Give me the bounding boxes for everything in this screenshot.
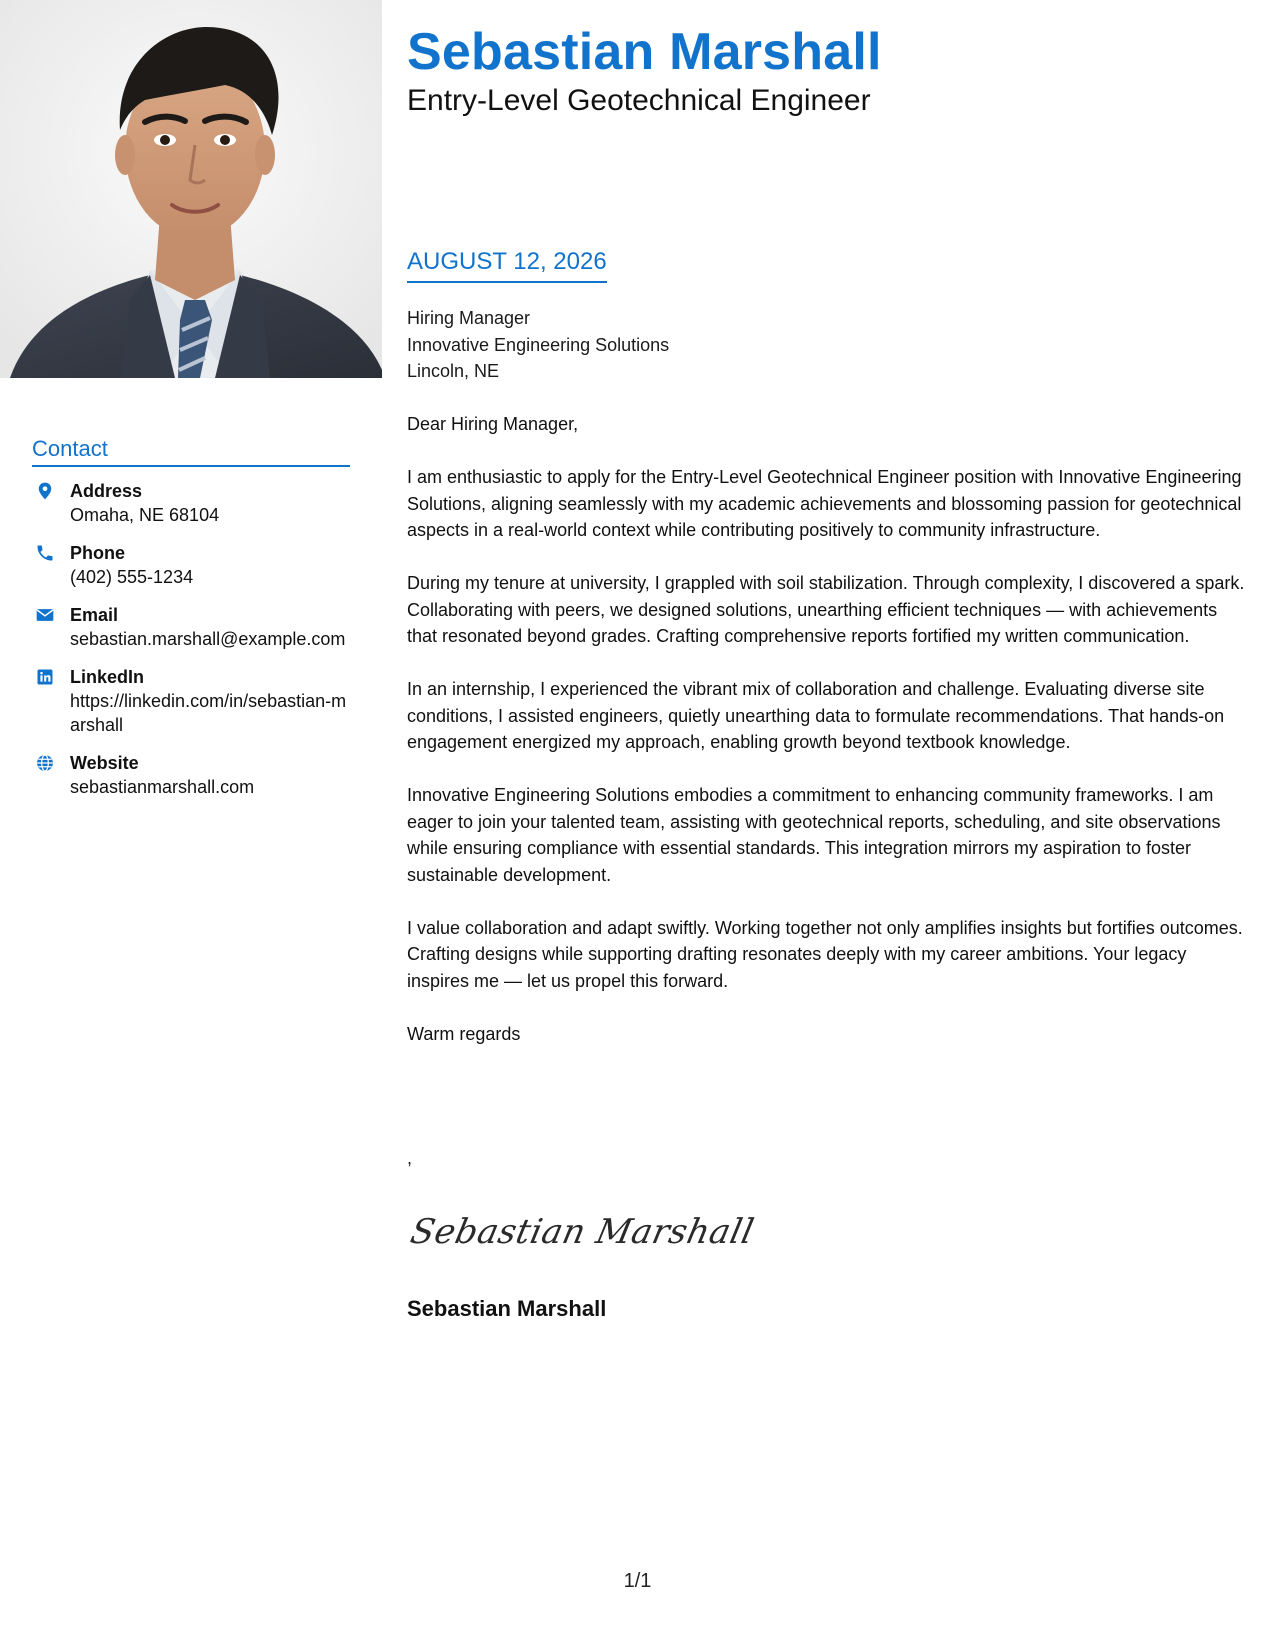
contact-heading: Contact [32, 436, 350, 467]
contact-section [32, 436, 350, 813]
signature-text: Sebastian Marshall [407, 1212, 758, 1252]
contact-value: Omaha, NE 68104 [70, 505, 220, 525]
portrait-illustration [0, 0, 382, 378]
linkedin-icon [35, 667, 55, 687]
body-paragraph: I value collaboration and adapt swiftly. Working together not only amplifies insights but fortifies outcomes. Crafting designs while supporting drafting resonates deeply with my career ambitions. Your legacy inspires me — let us propel this forward. [407, 917, 1243, 991]
recipient-line: Lincoln, NE [407, 361, 500, 381]
contact-phone [32, 541, 350, 589]
salutation: Dear Hiring Manager, [407, 414, 579, 434]
phone-icon [35, 543, 55, 563]
closing-comma: , [407, 1148, 413, 1168]
contact-label: Address [70, 481, 143, 501]
letter-date-wrapper [407, 248, 607, 283]
letter-date: AUGUST 12, 2026 [407, 248, 607, 283]
recipient-line: Innovative Engineering Solutions [407, 334, 670, 355]
map-pin-icon [35, 481, 55, 501]
contact-linkedin [32, 665, 350, 737]
contact-website [32, 751, 350, 799]
page-number: 1/1 [623, 1570, 652, 1592]
letter-body [407, 411, 1247, 1047]
body-paragraph: During my tenure at university, I grappled with soil stabilization. Through complexity, I discovered a spark. Collaborating with peers, we designed solutions, unearthing efficient techniques — with achievements that resonated beyond grades. Crafting comprehensive reports fortified my written communication. [407, 573, 1245, 646]
closing: Warm regards [407, 1023, 521, 1044]
signed-name: Sebastian Marshall [407, 1296, 607, 1321]
contact-value[interactable]: sebastian.marshall@example.com [70, 629, 346, 649]
recipient-line: Hiring Manager [407, 308, 531, 328]
recipient-block [407, 305, 669, 385]
contact-address [32, 479, 350, 527]
contact-label: Website [70, 753, 139, 773]
contact-value[interactable]: sebastianmarshall.com [70, 777, 255, 797]
profile-photo [0, 0, 382, 378]
contact-value[interactable]: https://linkedin.com/in/sebastian-marshall [70, 691, 347, 735]
signature-image [407, 1212, 758, 1264]
globe-icon [35, 753, 55, 773]
contact-label: Email [70, 605, 119, 625]
applicant-name: Sebastian Marshall [407, 23, 882, 81]
body-paragraph: I am enthusiastic to apply for the Entry-Level Geotechnical Engineer position with Innovative Engineering Solutions, aligning seamlessly with my academic achievements and blossoming passion for geotechnical aspects in a real-world context while contributing positively to community infrastructure. [407, 467, 1242, 540]
body-paragraph: In an internship, I experienced the vibrant mix of collaboration and challenge. Evaluating diverse site conditions, I assisted engineers, quietly unearthing data to formulate recommendations. That hands-on engagement energized my approach, enabling growth beyond textbook knowledge. [407, 679, 1225, 752]
body-paragraph: Innovative Engineering Solutions embodies a commitment to enhancing community frameworks. I am eager to join your talented team, assisting with geotechnical reports, scheduling, and site observations while ensuring compliance with essential standards. This integration mirrors my aspiration to foster sustainable development. [407, 785, 1221, 885]
envelope-icon [35, 605, 55, 625]
sidebar [0, 0, 382, 1650]
contact-label: Phone [70, 543, 126, 563]
applicant-title: Entry-Level Geotechnical Engineer [407, 84, 871, 117]
contact-label: LinkedIn [70, 667, 145, 687]
contact-value: (402) 555-1234 [70, 567, 194, 587]
contact-email [32, 603, 350, 651]
